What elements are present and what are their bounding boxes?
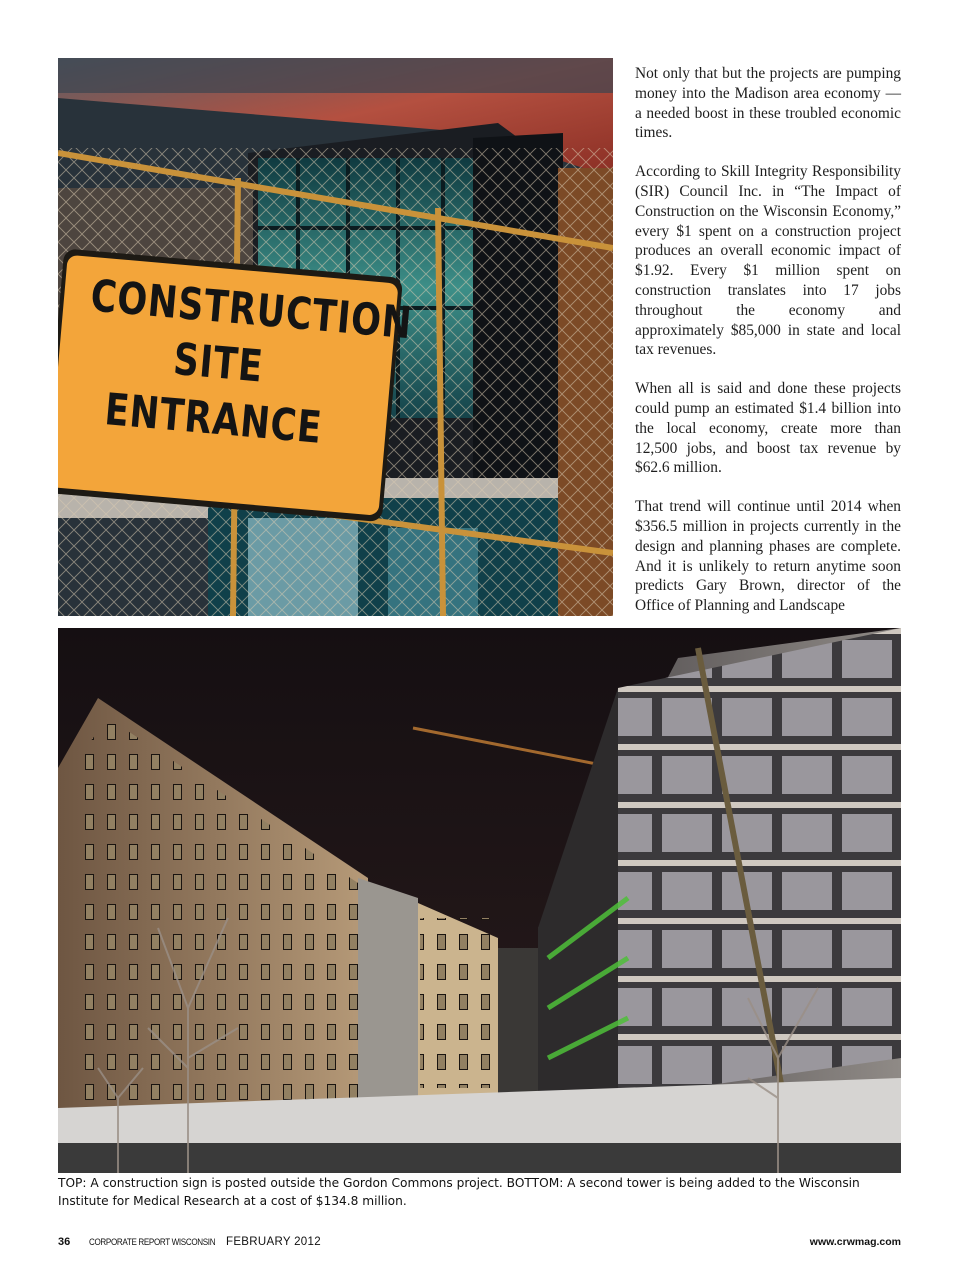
issue-date: FEBRUARY 2012: [226, 1236, 321, 1248]
publication-name: CORPORATE REPORT WISCONSIN: [89, 1237, 216, 1248]
sign-line-1: CONSTRUCTION: [88, 270, 415, 350]
photo-caption: TOP: A construction sign is posted outside the Gordon Commons project. BOTTOM: A second tower is being added to the Wisconsin Institute for Medical Research at a cost of $134.8 million.: [58, 1176, 860, 1208]
sign-line-3: ENTRANCE: [102, 384, 325, 454]
sign-line-2: SITE: [171, 333, 266, 393]
article-paragraph: When all is said and done these projects could pump an estimated $1.4 billion into the local economy, create more than 12,500 jobs, and boost tax revenue by $62.6 million.: [635, 380, 901, 477]
article-paragraph: Not only that but the projects are pumping money into the Madison area economy — a needed boost in these troubled economic times.: [635, 65, 901, 142]
page-number: 36: [58, 1236, 71, 1248]
article-paragraph: That trend will continue until 2014 when $356.5 million in projects currently in the design and planning phases are complete. And it is unlikely to return anytime soon predicts Gary Brown, director of the Office of Planning and Landscape: [635, 498, 901, 615]
construction-sign: [58, 266, 415, 514]
medical-research-building-photo: [58, 628, 901, 1173]
website-url: www.crwmag.com: [809, 1236, 901, 1248]
bottom-photo: [58, 628, 901, 1173]
article-paragraph: According to Skill Integrity Responsibility (SIR) Council Inc. in “The Impact of Construction on the Wisconsin Economy,” every $1 spent on a construction project produces an overall economic impact of $1.92. Every $1 million spent on construction translates into 17 jobs throughout the economy and approximately $85,000 in state and local tax revenues.: [635, 163, 901, 359]
top-photo: [58, 58, 613, 616]
article-column: [635, 64, 901, 635]
page-footer: [58, 1236, 901, 1252]
